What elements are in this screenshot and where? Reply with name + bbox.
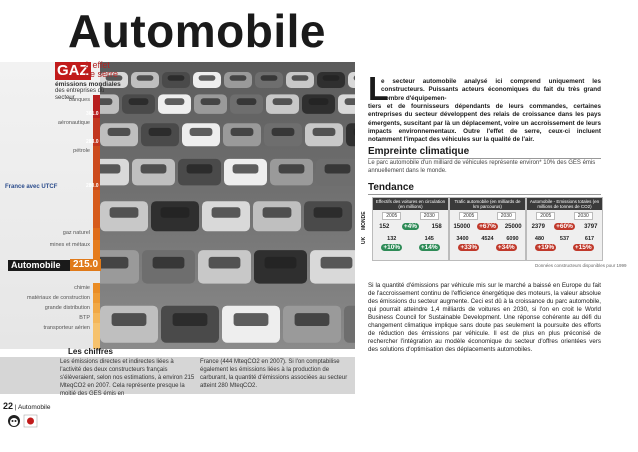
trend-uk-value: 6090 xyxy=(506,236,519,242)
intro-rest: tiers et de fournisseurs dépendants de leurs commandes, certaines entreprises du secteur développent des relais de croissance dans les pays émergents, suscitant par là un déplacement, voire un accroissement de leurs impacts environnementaux. Outre l'effet de serre, ceux-ci incluent notamment l'impact des véhicules sur la qualité de l'air. xyxy=(368,103,601,144)
bar-label: BTP xyxy=(79,315,90,321)
car-window xyxy=(309,98,329,105)
car-window xyxy=(187,164,213,173)
france-label: France avec UTCF xyxy=(5,184,58,190)
car-window xyxy=(209,257,241,269)
bar-label: chimie xyxy=(74,285,90,291)
trend-uk-pct: +10% xyxy=(383,244,401,251)
trend-uk-value: 4524 xyxy=(481,236,494,242)
chiffres-col1: Les émissions directes et indirectes liées à l'activité des deux constructeurs français s'élèveraient, selon nos estimations, à environ 215 MteqCO2 en 2007. Cela représente presque la moitié des GES émis en xyxy=(60,359,195,397)
trend-uk-pcts xyxy=(450,244,525,251)
page-number: 22 xyxy=(3,401,14,411)
emission-bar xyxy=(93,303,100,313)
trend-year: 2030 xyxy=(420,212,439,220)
car-window xyxy=(263,207,292,218)
uk-label: UK xyxy=(361,236,367,244)
car-window xyxy=(108,128,131,136)
trend-uk-value: 132 xyxy=(387,236,397,242)
trend-card xyxy=(526,197,603,261)
monde-label: MONDE xyxy=(361,211,367,230)
tendance-title: Tendance xyxy=(368,182,601,195)
chiffres-title: Les chiffres xyxy=(68,347,113,356)
trend-uk-value: 145 xyxy=(424,236,434,242)
trend-pct: +4% xyxy=(403,223,418,230)
bar-value: 280.0 xyxy=(86,183,99,189)
emission-bar xyxy=(93,240,100,259)
car-window xyxy=(313,128,336,136)
car-window xyxy=(230,75,247,81)
trend-uk-pct: +14% xyxy=(420,244,438,251)
chiffres-col2: France (444 MteqCO2 en 2007). Si l'on comptabilise également les émissions liées à la production de carburant, la quantité d'émissions associées au secteur atteint 280 MteqCO2. xyxy=(200,359,348,389)
trend-uk-pct: +34% xyxy=(497,244,515,251)
trend-year: 2005 xyxy=(536,212,555,220)
trend-world-row xyxy=(373,223,448,230)
bar-label: matériaux de construction xyxy=(27,295,90,301)
car-window xyxy=(272,128,295,136)
emission-bar xyxy=(93,283,100,293)
bar-label: pétrole xyxy=(73,148,90,154)
trend-card xyxy=(449,197,526,261)
dropcap: L xyxy=(368,70,389,107)
gaz-subtitle: émissions mondiales des entreprises du secteur xyxy=(55,81,121,101)
gaz-word: GAZ xyxy=(57,62,89,79)
car-window xyxy=(233,164,259,173)
trend-year: 2005 xyxy=(459,212,478,220)
trend-years xyxy=(450,212,525,220)
car-window xyxy=(314,207,343,218)
trend-pct: +67% xyxy=(479,223,496,230)
car-window xyxy=(97,257,129,269)
page-footer: 22 | Automobile xyxy=(3,401,51,411)
emission-bar xyxy=(93,293,100,303)
gaz-eff: à effet de serre xyxy=(85,60,119,79)
trend-uk-pct: +19% xyxy=(537,244,555,251)
trend-card-head: Trafic automobile (en milliards de km parcourus) xyxy=(450,198,525,210)
bar-label: gaz naturel xyxy=(62,230,90,236)
trend-uk-value: 537 xyxy=(559,236,570,242)
wwf-panda-icon xyxy=(8,415,20,427)
bar-label: transporteur aérien xyxy=(43,325,90,331)
car-window xyxy=(199,75,216,81)
car-window xyxy=(234,313,269,326)
trend-years xyxy=(373,212,448,220)
car-window xyxy=(265,257,297,269)
partner-logo-icon xyxy=(24,415,37,427)
trend-uk-value: 480 xyxy=(534,236,545,242)
car-window xyxy=(261,75,278,81)
trend-world-row xyxy=(527,223,602,230)
trend-card xyxy=(372,197,449,261)
trend-value: 15000 xyxy=(453,223,471,230)
trend-card-head: Automobile - Emissions totales (en millions de tonnes de CO2) xyxy=(527,198,602,210)
car-window xyxy=(212,207,241,218)
emission-bar xyxy=(93,190,100,228)
car xyxy=(348,72,355,88)
trend-uk-pct: +33% xyxy=(460,244,478,251)
car-window xyxy=(168,75,185,81)
car-window xyxy=(273,98,293,105)
car-window xyxy=(137,75,154,81)
car-window xyxy=(237,98,257,105)
car-window xyxy=(325,164,351,173)
trend-uk-value: 617 xyxy=(584,236,595,242)
trend-value: 152 xyxy=(379,223,390,230)
trend-value: 2379 xyxy=(531,223,545,230)
car-window xyxy=(153,257,185,269)
car-window xyxy=(149,128,172,136)
footer-section: Automobile xyxy=(17,404,51,411)
trend-year: 2030 xyxy=(574,212,593,220)
car-window xyxy=(173,313,208,326)
page-title: Automobile xyxy=(68,5,326,57)
automobile-label: Automobile xyxy=(8,260,99,271)
bar-label: aéronautique xyxy=(57,120,90,126)
trend-year: 2005 xyxy=(382,212,401,220)
car-window xyxy=(190,128,213,136)
emission-bar xyxy=(93,313,100,323)
bar-value: 361.0 xyxy=(86,111,99,117)
car-window xyxy=(141,164,167,173)
intro-first: e secteur automobile analysé ici comprend uniquement les constructeurs. Puissants acteurs économiques du fait du très grand nombre d'équipemen- xyxy=(381,78,601,102)
logos xyxy=(6,410,40,438)
car-window xyxy=(201,98,221,105)
car-window xyxy=(161,207,190,218)
car-window xyxy=(112,313,147,326)
trend-years xyxy=(527,212,602,220)
source-note: Données constructeurs disponibles pour 1999 xyxy=(535,263,627,268)
car-window xyxy=(129,98,149,105)
emission-bar xyxy=(93,228,100,240)
trend-uk-pcts xyxy=(373,244,448,251)
trend-value: 3797 xyxy=(584,223,598,230)
bar-label: grande distribution xyxy=(44,305,90,311)
car-window xyxy=(110,207,139,218)
car-window xyxy=(345,98,355,105)
trend-year: 2030 xyxy=(497,212,516,220)
emission-bar xyxy=(93,323,100,349)
trend-pct: +60% xyxy=(556,223,573,230)
car-window xyxy=(231,128,254,136)
car-window xyxy=(323,75,340,81)
bar-label: banques xyxy=(68,97,90,103)
trend-uk-row xyxy=(527,236,602,242)
body-text: Si la quantité d'émissions par véhicule mis sur le marché a baissé en Europe du fait de l'accroissement continu de l'efficience énergétique des moteurs, la valeur absolue des émissions du secteur augmente. Ceci est dû à la croissance du parc automobile, qui pourrait atteindre 1,4 milliards de voitures en 2030, si l'on en croit le World Business Council for Sustainable Development. Une réponse cohérente au défi du changement climatique implique sans doute pas seulement la poursuite des efforts de réduction des émissions par véhicule. Il est de plus en plus préconisé de rechercher l'intégration au modèle économique du secteur d'offres orientées vers des solutions d'optimisation des déplacements automobiles. xyxy=(368,282,601,353)
trend-uk-value: 3400 xyxy=(456,236,469,242)
car xyxy=(346,123,355,146)
trend-uk-pct: +15% xyxy=(574,244,592,251)
empreinte-text: Le parc automobile d'un milliard de véhicules représente environ* 10% des GES émis annuellement dans le monde. xyxy=(368,160,596,174)
bar-label: mines et métaux xyxy=(49,242,90,248)
trend-uk-row xyxy=(373,236,448,242)
trend-uk-row xyxy=(450,236,525,242)
trend-uk-pcts xyxy=(527,244,602,251)
trend-card-head: Effectifs des voitures en circulation (en millions) xyxy=(373,198,448,210)
bar-value: 283.0 xyxy=(86,139,99,145)
car-window xyxy=(321,257,353,269)
car-window xyxy=(292,75,309,81)
car-window xyxy=(279,164,305,173)
car-window xyxy=(165,98,185,105)
trend-value: 25000 xyxy=(504,223,522,230)
automobile-value: 215.0 xyxy=(70,259,101,271)
empreinte-title: Empreinte climatique xyxy=(368,146,601,159)
trend-world-row xyxy=(450,223,525,230)
car-window xyxy=(295,313,330,326)
car xyxy=(344,306,355,343)
trend-value: 158 xyxy=(431,223,442,230)
